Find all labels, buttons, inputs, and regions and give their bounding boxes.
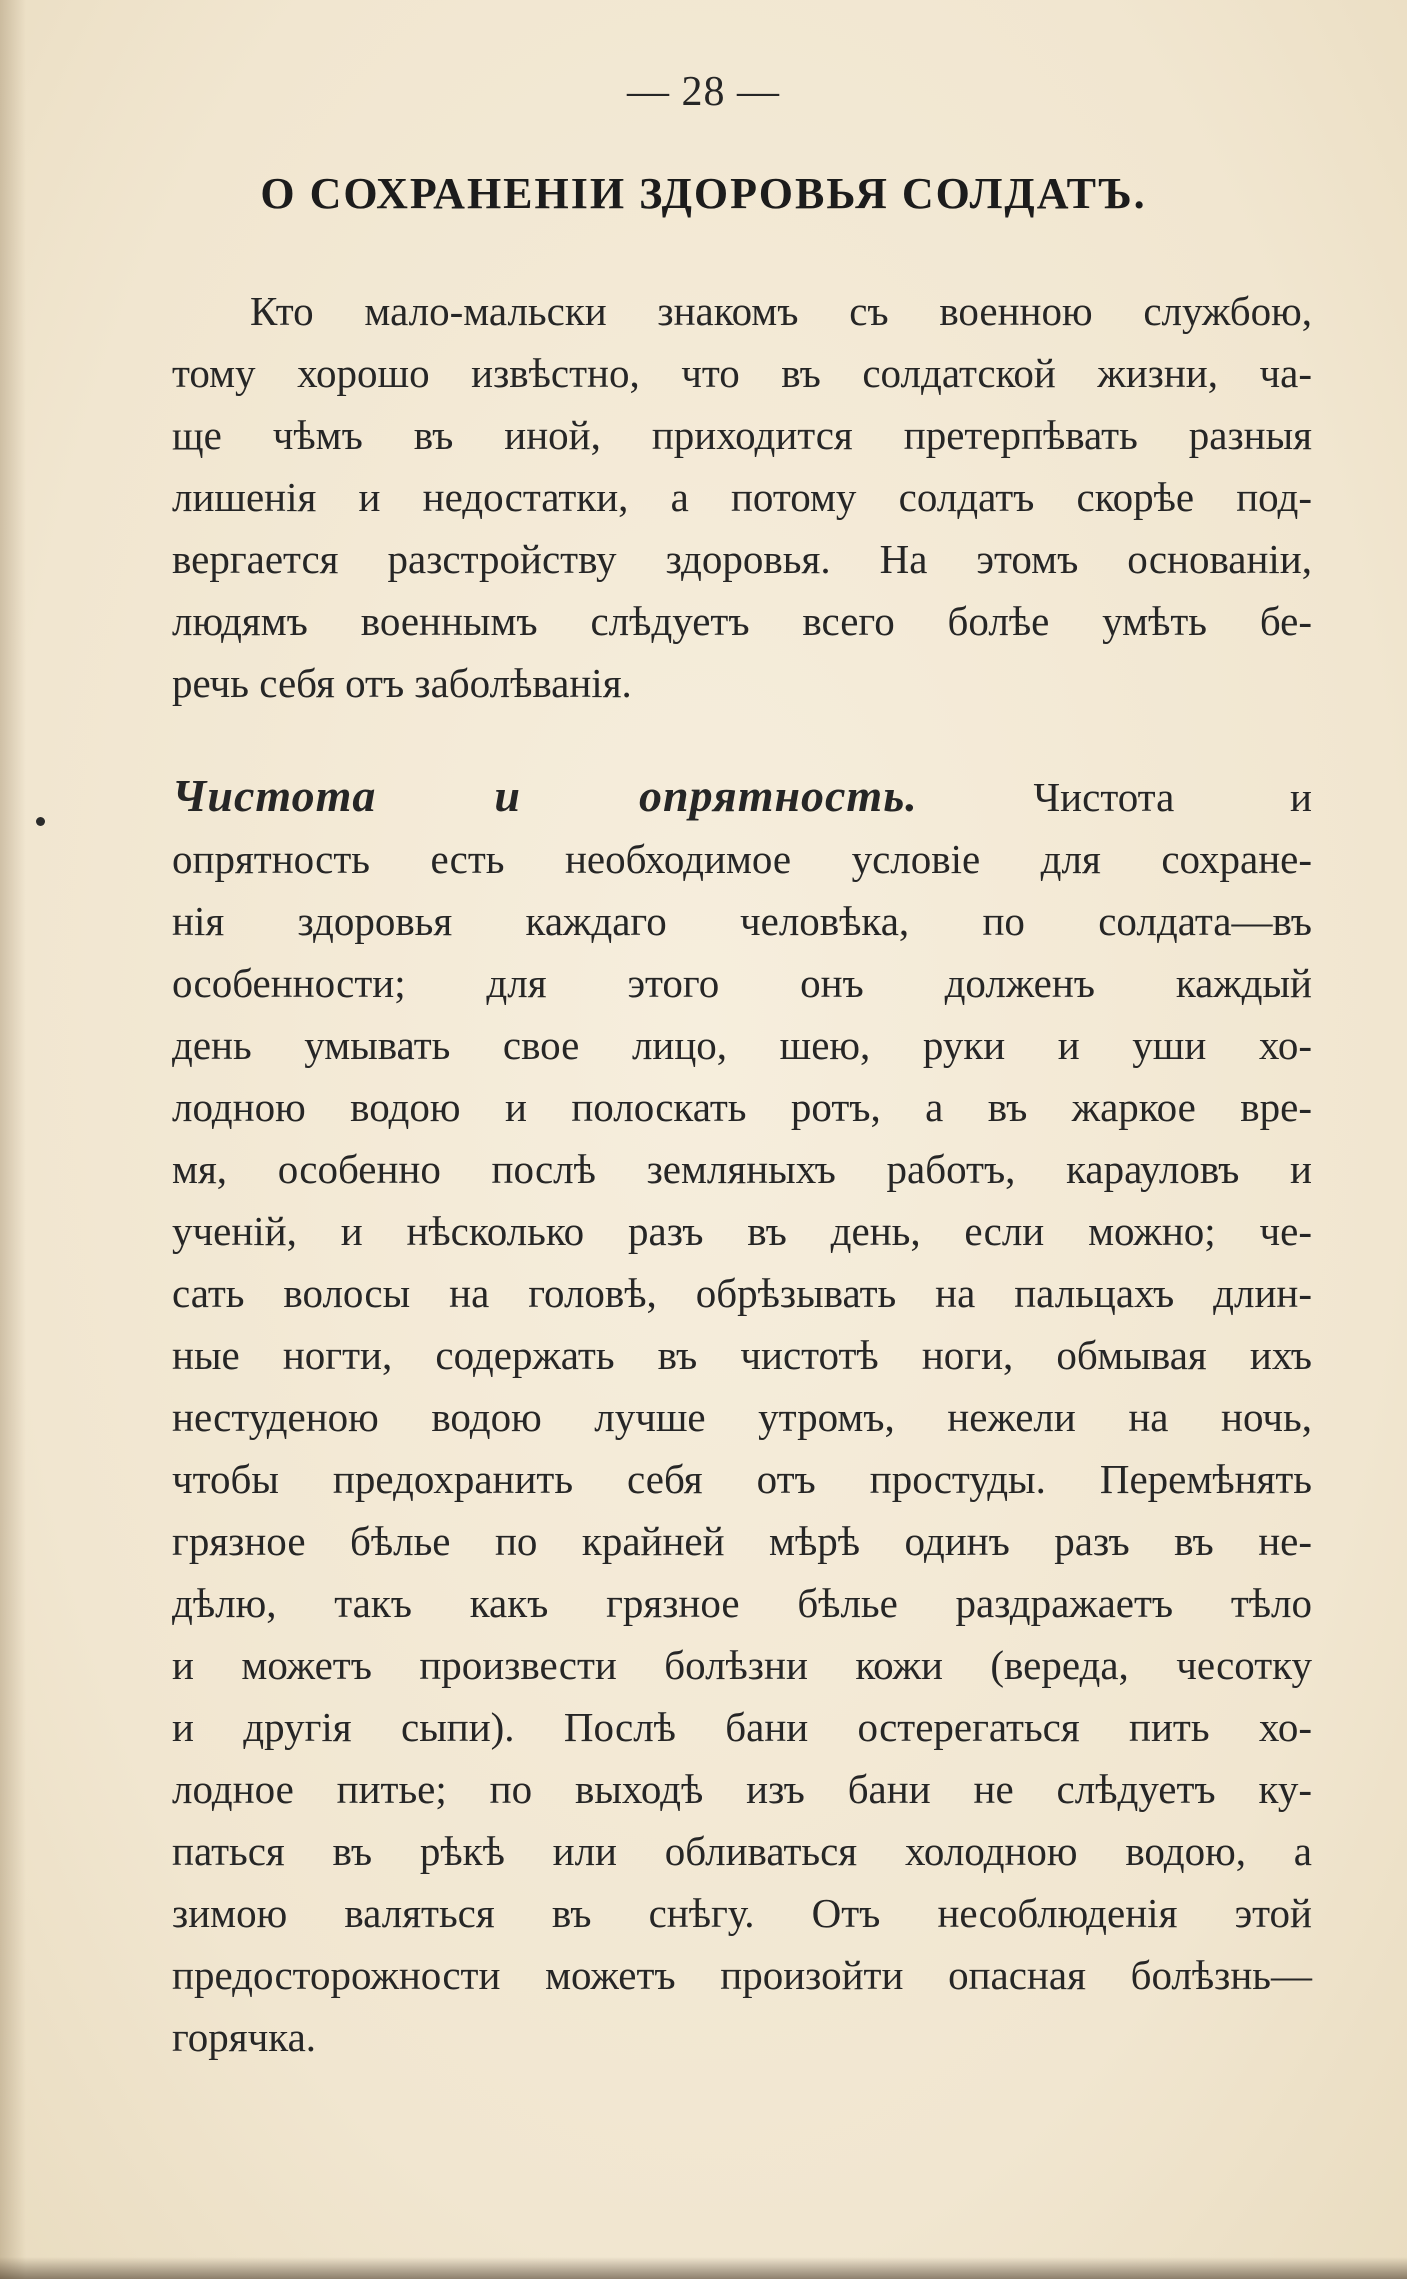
text-line: и можетъ произвести болѣзни кожи (вереда, чесотку	[172, 1642, 1312, 1688]
section-heading: О СОХРАНЕНІИ ЗДОРОВЬЯ СОЛДАТЪ.	[260, 169, 1147, 218]
text-line: ученій, и нѣсколько разъ въ день, если можно; че-	[172, 1208, 1312, 1254]
text-line: вергается разстройству здоровья. На этомъ основаніи,	[172, 536, 1312, 582]
text-line: предосторожности можетъ произойти опасная болѣзнь—	[172, 1952, 1312, 1998]
text-line: Кто мало-мальски знакомъ съ военною службою,	[250, 288, 1312, 334]
text-line: речь себя отъ заболѣванія.	[172, 660, 632, 706]
paragraph-cleanliness	[172, 765, 1312, 2068]
text-line: лишенія и недостатки, а потому солдатъ скорѣе под-	[172, 474, 1312, 520]
text-fragment: Чистота и	[1033, 774, 1312, 820]
text-line: опрятность есть необходимое условіе для сохране-	[172, 836, 1312, 882]
text-line: ные ногти, содержать въ чистотѣ ноги, обмывая ихъ	[172, 1332, 1312, 1378]
text-line: чтобы предохранить себя отъ простуды. Перемѣнять	[172, 1456, 1312, 1502]
text-line: нестуденою водою лучше утромъ, нежели на ночь,	[172, 1394, 1312, 1440]
text-line: лодное питье; по выходѣ изъ бани не слѣдуетъ ку-	[172, 1766, 1312, 1812]
text-line	[172, 765, 1312, 828]
text-line: особенности; для этого онъ долженъ каждый	[172, 960, 1312, 1006]
text-line: тому хорошо извѣстно, что въ солдатской жизни, ча-	[172, 350, 1312, 396]
text-line: лодною водою и полоскать ротъ, а въ жаркое вре-	[172, 1084, 1312, 1130]
text-line: ще чѣмъ въ иной, приходится претерпѣвать разныя	[172, 412, 1312, 458]
text-line: сать волосы на головѣ, обрѣзывать на пальцахъ длин-	[172, 1270, 1312, 1316]
page-bottom-edge	[0, 2257, 1407, 2279]
subsection-heading: Чистота и опрятность.	[172, 770, 918, 821]
text-line: зимою валяться въ снѣгу. Отъ несоблюденія этой	[172, 1890, 1312, 1936]
text-line: и другія сыпи). Послѣ бани остерегаться пить хо-	[172, 1704, 1312, 1750]
text-line: грязное бѣлье по крайней мѣрѣ одинъ разъ въ не-	[172, 1518, 1312, 1564]
text-line: мя, особенно послѣ земляныхъ работъ, карауловъ и	[172, 1146, 1312, 1192]
page-edge-shadow	[0, 0, 26, 2279]
paragraph-intro	[172, 280, 1312, 714]
text-line: паться въ рѣкѣ или обливаться холодною водою, а	[172, 1828, 1312, 1874]
text-line: день умывать свое лицо, шею, руки и уши хо-	[172, 1022, 1312, 1068]
text-line: дѣлю, такъ какъ грязное бѣлье раздражаетъ тѣло	[172, 1580, 1312, 1626]
text-line: горячка.	[172, 2014, 317, 2060]
ink-speck	[36, 817, 45, 826]
page-number: — 28 —	[627, 69, 780, 115]
text-line: нія здоровья каждаго человѣка, по солдата—въ	[172, 898, 1312, 944]
text-line: людямъ военнымъ слѣдуетъ всего болѣе умѣть бе-	[172, 598, 1312, 644]
